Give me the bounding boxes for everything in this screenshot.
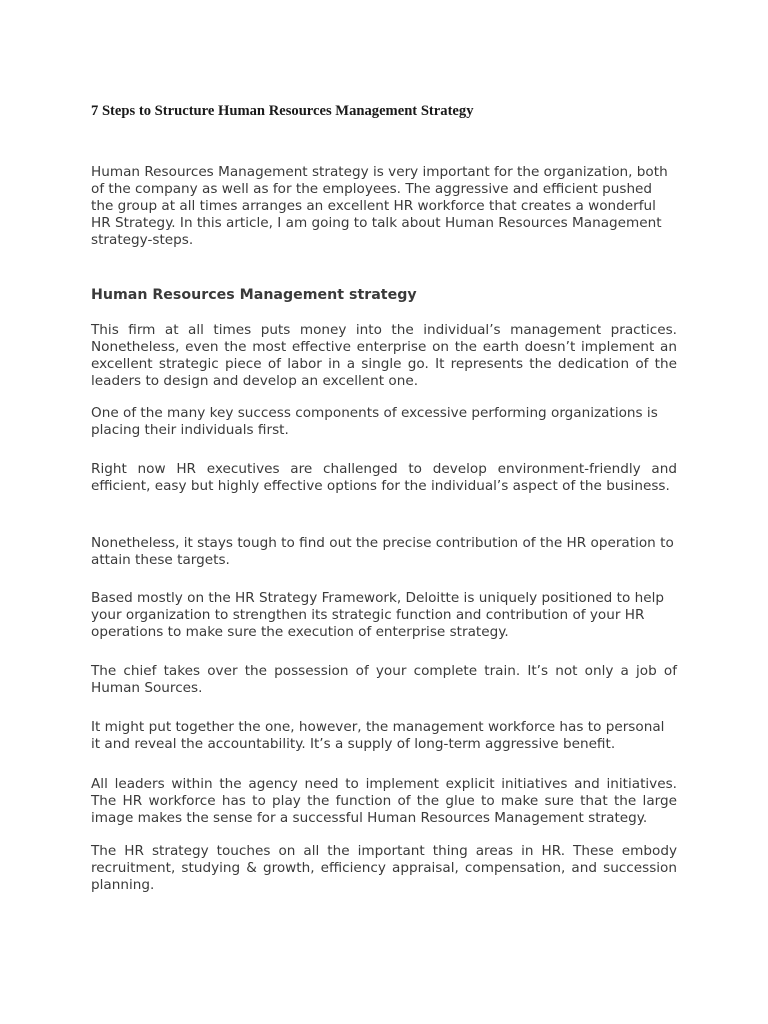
paragraph-investment: This firm at all times puts money into the individual’s management practices. Nonetheless, even the most effective enterprise on the earth doesn’t implement an excellent strategic piece of labor in a single go. It represents the dedication of the leaders to design and develop an excellent one. bbox=[91, 322, 677, 389]
paragraph-chief-ownership: The chief takes over the possession of your complete train. It’s not only a job of Human Sources. bbox=[91, 663, 677, 696]
paragraph-leaders-initiatives: All leaders within the agency need to implement explicit initiatives and initiatives. The HR workforce has to play the function of the glue to make sure that the large image makes the sense for a successful Human Resources Management strategy. bbox=[91, 776, 677, 826]
paragraph-people-first: One of the many key success components of excessive performing organizations is placing their individuals first. bbox=[91, 405, 658, 438]
section-heading: Human Resources Management strategy bbox=[91, 287, 417, 303]
paragraph-hr-executives: Right now HR executives are challenged to develop environment-friendly and efficient, easy but highly effective options for the individual’s aspect of the business. bbox=[91, 461, 677, 494]
intro-paragraph: Human Resources Management strategy is very important for the organization, both of the company as well as for the employees. The aggressive and efficient pushed the group at all times arranges an excellent HR workforce that creates a wonderful HR Strategy. In this article, I am going to talk about Human Resources Management strategy-steps. bbox=[91, 164, 668, 248]
paragraph-key-areas: The HR strategy touches on all the important thing areas in HR. These embody recruitment, studying & growth, efficiency appraisal, compensation, and succession planning. bbox=[91, 843, 677, 893]
paragraph-accountability: It might put together the one, however, the management workforce has to personal it and reveal the accountability. It’s a supply of long-term aggressive benefit. bbox=[91, 719, 665, 752]
paragraph-hr-contribution: Nonetheless, it stays tough to find out the precise contribution of the HR operation to attain these targets. bbox=[91, 535, 674, 568]
document-title: 7 Steps to Structure Human Resources Management Strategy bbox=[91, 103, 474, 119]
paragraph-deloitte-framework: Based mostly on the HR Strategy Framework, Deloitte is uniquely positioned to help your organization to strengthen its strategic function and contribution of your HR operations to make sure the execution of enterprise strategy. bbox=[91, 590, 664, 640]
